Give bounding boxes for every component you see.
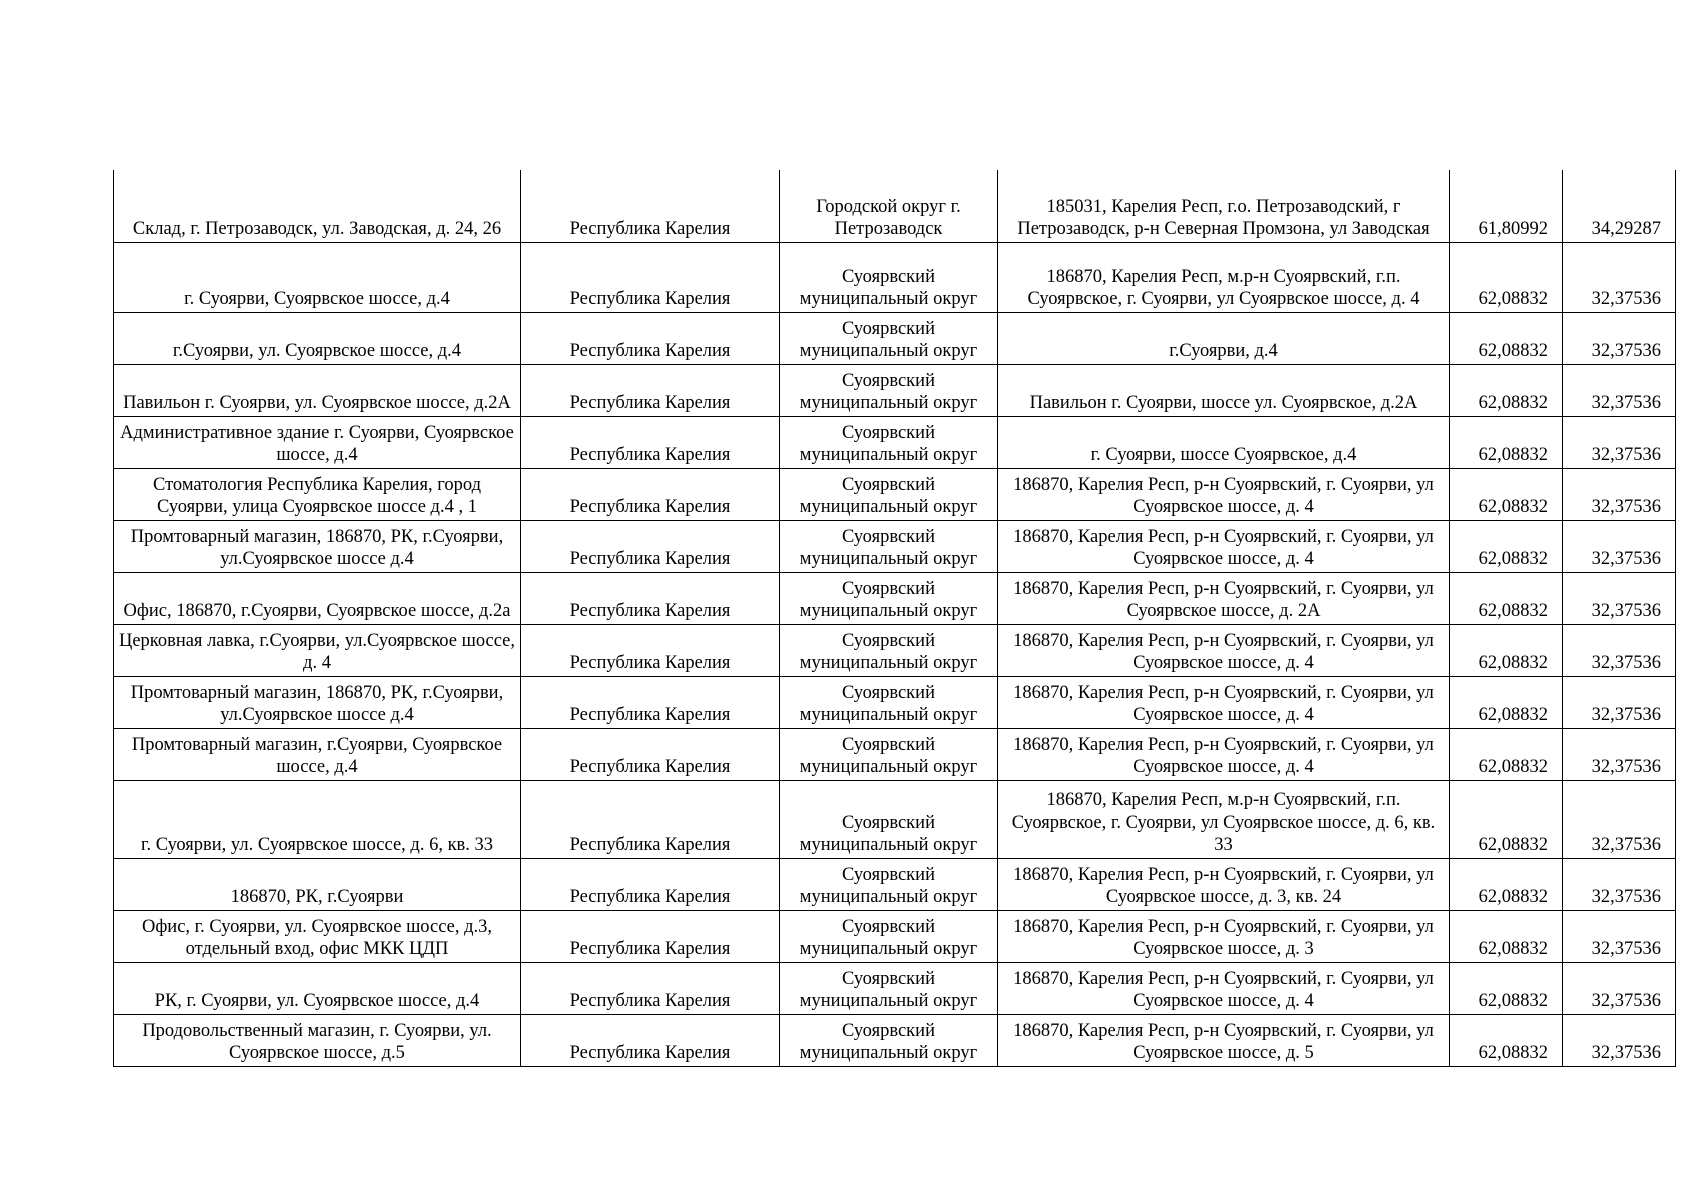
table-row — [114, 676, 1676, 728]
latitude-cell: 62,08832 — [1450, 1014, 1563, 1066]
district-cell: Суоярвский муниципальный округ — [780, 520, 998, 572]
latitude-cell: 62,08832 — [1450, 676, 1563, 728]
address-cell: 186870, Карелия Респ, р-н Суоярвский, г. Суоярви, ул Суоярвское шоссе, д. 5 — [998, 1014, 1450, 1066]
region-cell: Республика Карелия — [521, 170, 780, 242]
address-cell: 186870, Карелия Респ, р-н Суоярвский, г. Суоярви, ул Суоярвское шоссе, д. 4 — [998, 468, 1450, 520]
latitude-cell: 62,08832 — [1450, 572, 1563, 624]
longitude-cell: 32,37536 — [1563, 468, 1676, 520]
region-cell: Республика Карелия — [521, 520, 780, 572]
table-row — [114, 364, 1676, 416]
region-cell: Республика Карелия — [521, 572, 780, 624]
table-row — [114, 910, 1676, 962]
address-cell: 186870, Карелия Респ, р-н Суоярвский, г. Суоярви, ул Суоярвское шоссе, д. 3 — [998, 910, 1450, 962]
region-cell: Республика Карелия — [521, 676, 780, 728]
longitude-cell: 32,37536 — [1563, 910, 1676, 962]
longitude-cell: 32,37536 — [1563, 242, 1676, 312]
latitude-cell: 62,08832 — [1450, 962, 1563, 1014]
address-table-body — [114, 170, 1676, 1066]
region-cell: Республика Карелия — [521, 728, 780, 780]
object-name-cell: Промтоварный магазин, г.Суоярви, Суоярвское шоссе, д.4 — [114, 728, 521, 780]
district-cell: Суоярвский муниципальный округ — [780, 1014, 998, 1066]
address-cell: 186870, Карелия Респ, р-н Суоярвский, г. Суоярви, ул Суоярвское шоссе, д. 4 — [998, 962, 1450, 1014]
longitude-cell: 32,37536 — [1563, 780, 1676, 858]
latitude-cell: 62,08832 — [1450, 858, 1563, 910]
table-row — [114, 520, 1676, 572]
latitude-cell: 62,08832 — [1450, 910, 1563, 962]
longitude-cell: 32,37536 — [1563, 520, 1676, 572]
address-cell: г. Суоярви, шоссе Суоярвское, д.4 — [998, 416, 1450, 468]
longitude-cell: 32,37536 — [1563, 312, 1676, 364]
district-cell: Суоярвский муниципальный округ — [780, 364, 998, 416]
latitude-cell: 62,08832 — [1450, 312, 1563, 364]
latitude-cell: 62,08832 — [1450, 624, 1563, 676]
table-row — [114, 858, 1676, 910]
address-cell: 186870, Карелия Респ, р-н Суоярвский, г. Суоярви, ул Суоярвское шоссе, д. 3, кв. 24 — [998, 858, 1450, 910]
region-cell: Республика Карелия — [521, 312, 780, 364]
object-name-cell: Промтоварный магазин, 186870, РК, г.Суоярви, ул.Суоярвское шоссе д.4 — [114, 676, 521, 728]
district-cell: Суоярвский муниципальный округ — [780, 572, 998, 624]
district-cell: Суоярвский муниципальный округ — [780, 242, 998, 312]
latitude-cell: 62,08832 — [1450, 242, 1563, 312]
latitude-cell: 62,08832 — [1450, 468, 1563, 520]
region-cell: Республика Карелия — [521, 242, 780, 312]
latitude-cell: 62,08832 — [1450, 520, 1563, 572]
address-cell: 186870, Карелия Респ, р-н Суоярвский, г. Суоярви, ул Суоярвское шоссе, д. 4 — [998, 520, 1450, 572]
address-cell: 186870, Карелия Респ, р-н Суоярвский, г. Суоярви, ул Суоярвское шоссе, д. 4 — [998, 728, 1450, 780]
district-cell: Суоярвский муниципальный округ — [780, 858, 998, 910]
object-name-cell: Промтоварный магазин, 186870, РК, г.Суоярви, ул.Суоярвское шоссе д.4 — [114, 520, 521, 572]
object-name-cell: Павильон г. Суоярви, ул. Суоярвское шоссе, д.2А — [114, 364, 521, 416]
object-name-cell: Стоматология Республика Карелия, город Суоярви, улица Суоярвское шоссе д.4 , 1 — [114, 468, 521, 520]
longitude-cell: 32,37536 — [1563, 416, 1676, 468]
object-name-cell: г.Суоярви, ул. Суоярвское шоссе, д.4 — [114, 312, 521, 364]
object-name-cell: Офис, г. Суоярви, ул. Суоярвское шоссе, д.3, отдельный вход, офис МКК ЦДП — [114, 910, 521, 962]
table-row — [114, 1014, 1676, 1066]
region-cell: Республика Карелия — [521, 910, 780, 962]
address-table — [113, 170, 1676, 1067]
object-name-cell: Продовольственный магазин, г. Суоярви, ул. Суоярвское шоссе, д.5 — [114, 1014, 521, 1066]
region-cell: Республика Карелия — [521, 416, 780, 468]
object-name-cell: Административное здание г. Суоярви, Суоярвское шоссе, д.4 — [114, 416, 521, 468]
address-cell: 186870, Карелия Респ, р-н Суоярвский, г. Суоярви, ул Суоярвское шоссе, д. 4 — [998, 676, 1450, 728]
object-name-cell: г. Суоярви, Суоярвское шоссе, д.4 — [114, 242, 521, 312]
latitude-cell: 62,08832 — [1450, 728, 1563, 780]
object-name-cell: Церковная лавка, г.Суоярви, ул.Суоярвское шоссе, д. 4 — [114, 624, 521, 676]
address-cell: г.Суоярви, д.4 — [998, 312, 1450, 364]
table-row — [114, 572, 1676, 624]
district-cell: Суоярвский муниципальный округ — [780, 624, 998, 676]
longitude-cell: 32,37536 — [1563, 572, 1676, 624]
longitude-cell: 32,37536 — [1563, 364, 1676, 416]
address-cell: 186870, Карелия Респ, м.р-н Суоярвский, г.п. Суоярвское, г. Суоярви, ул Суоярвское шоссе, д. 4 — [998, 242, 1450, 312]
longitude-cell: 32,37536 — [1563, 624, 1676, 676]
district-cell: Суоярвский муниципальный округ — [780, 416, 998, 468]
table-row — [114, 170, 1676, 242]
address-cell: 186870, Карелия Респ, р-н Суоярвский, г. Суоярви, ул Суоярвское шоссе, д. 2А — [998, 572, 1450, 624]
address-cell: 186870, Карелия Респ, р-н Суоярвский, г. Суоярви, ул Суоярвское шоссе, д. 4 — [998, 624, 1450, 676]
longitude-cell: 32,37536 — [1563, 728, 1676, 780]
table-row — [114, 624, 1676, 676]
region-cell: Республика Карелия — [521, 962, 780, 1014]
table-row — [114, 416, 1676, 468]
address-cell: 186870, Карелия Респ, м.р-н Суоярвский, г.п. Суоярвское, г. Суоярви, ул Суоярвское шоссе, д. 6, кв. 33 — [998, 780, 1450, 858]
district-cell: Суоярвский муниципальный округ — [780, 962, 998, 1014]
address-cell: 185031, Карелия Респ, г.о. Петрозаводский, г Петрозаводск, р-н Северная Промзона, ул Заводская — [998, 170, 1450, 242]
longitude-cell: 32,37536 — [1563, 1014, 1676, 1066]
region-cell: Республика Карелия — [521, 624, 780, 676]
latitude-cell: 62,08832 — [1450, 364, 1563, 416]
latitude-cell: 61,80992 — [1450, 170, 1563, 242]
object-name-cell: РК, г. Суоярви, ул. Суоярвское шоссе, д.4 — [114, 962, 521, 1014]
longitude-cell: 32,37536 — [1563, 858, 1676, 910]
table-row — [114, 242, 1676, 312]
table-row — [114, 728, 1676, 780]
table-row — [114, 962, 1676, 1014]
district-cell: Суоярвский муниципальный округ — [780, 728, 998, 780]
region-cell: Республика Карелия — [521, 364, 780, 416]
region-cell: Республика Карелия — [521, 468, 780, 520]
table-row — [114, 468, 1676, 520]
longitude-cell: 32,37536 — [1563, 676, 1676, 728]
region-cell: Республика Карелия — [521, 858, 780, 910]
object-name-cell: 186870, РК, г.Суоярви — [114, 858, 521, 910]
district-cell: Суоярвский муниципальный округ — [780, 468, 998, 520]
longitude-cell: 32,37536 — [1563, 962, 1676, 1014]
object-name-cell: г. Суоярви, ул. Суоярвское шоссе, д. 6, кв. 33 — [114, 780, 521, 858]
district-cell: Городской округ г. Петрозаводск — [780, 170, 998, 242]
longitude-cell: 34,29287 — [1563, 170, 1676, 242]
district-cell: Суоярвский муниципальный округ — [780, 676, 998, 728]
district-cell: Суоярвский муниципальный округ — [780, 312, 998, 364]
district-cell: Суоярвский муниципальный округ — [780, 780, 998, 858]
latitude-cell: 62,08832 — [1450, 416, 1563, 468]
table-row — [114, 312, 1676, 364]
object-name-cell: Склад, г. Петрозаводск, ул. Заводская, д. 24, 26 — [114, 170, 521, 242]
region-cell: Республика Карелия — [521, 1014, 780, 1066]
table-row — [114, 780, 1676, 858]
latitude-cell: 62,08832 — [1450, 780, 1563, 858]
district-cell: Суоярвский муниципальный округ — [780, 910, 998, 962]
object-name-cell: Офис, 186870, г.Суоярви, Суоярвское шоссе, д.2а — [114, 572, 521, 624]
region-cell: Республика Карелия — [521, 780, 780, 858]
address-cell: Павильон г. Суоярви, шоссе ул. Суоярвское, д.2А — [998, 364, 1450, 416]
